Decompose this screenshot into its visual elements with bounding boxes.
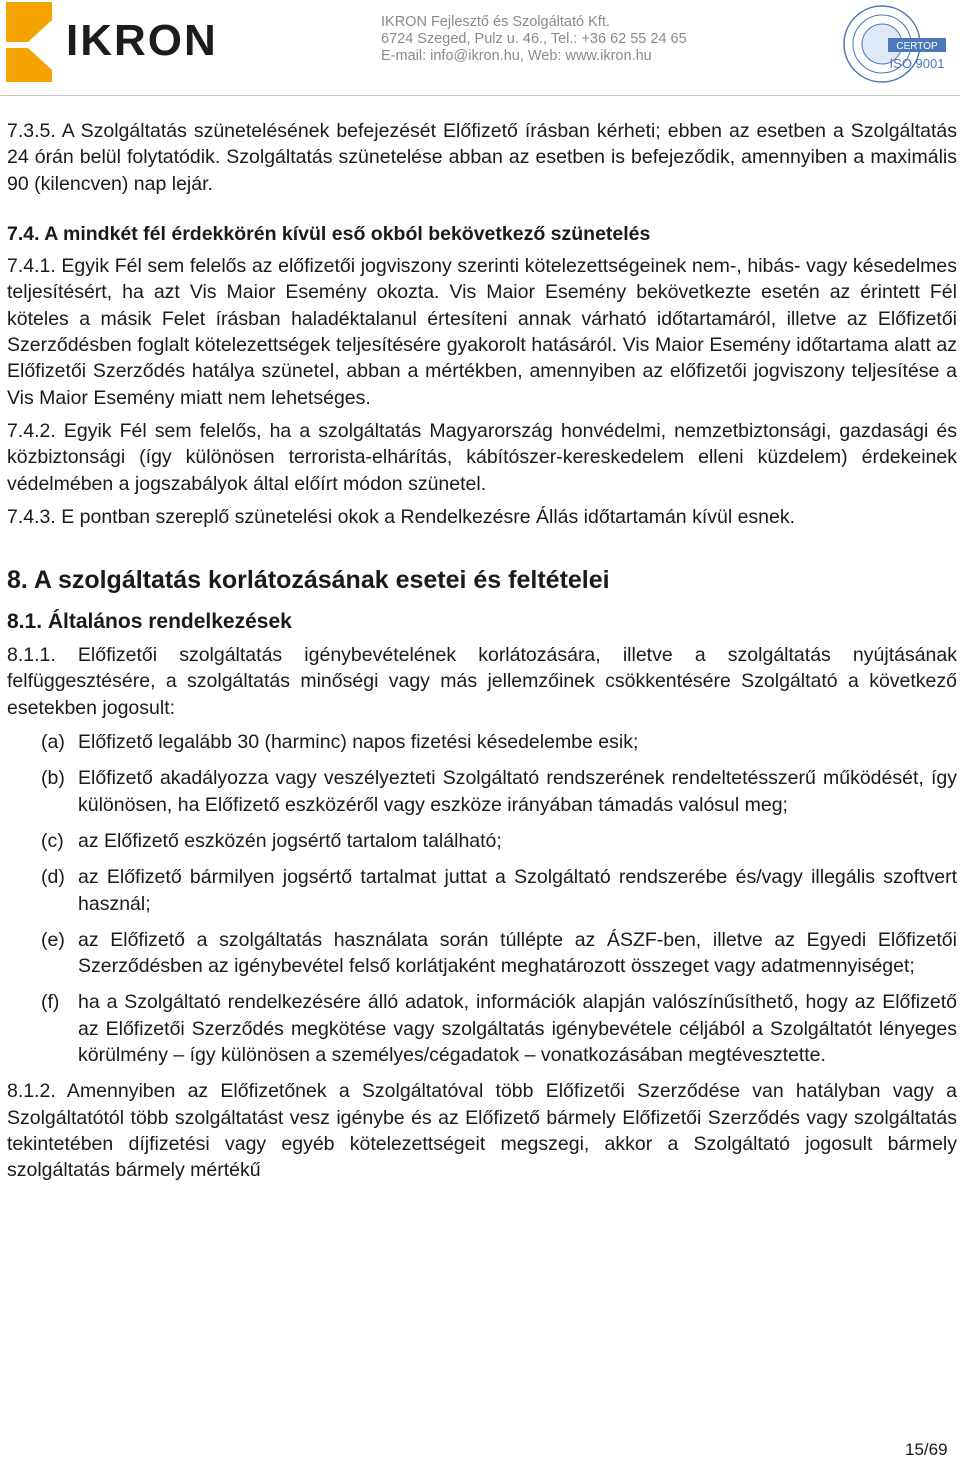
paragraph-7-3-5: 7.3.5. A Szolgáltatás szünetelésének befejezését Előfizető írásban kérheti; ebben az esetben a Szolgáltatás 24 órán belül folytatódik. Szolgáltatás szünetelése abban az esetben is befejeződik, amennyiben a maximális 90 (kilencven) nap lejár. xyxy=(7,120,957,195)
iso-certificate-seal-icon xyxy=(838,2,950,88)
paragraph-7-4-2: 7.4.2. Egyik Fél sem felelős, ha a szolgáltatás Magyarország honvédelmi, nemzetbiztonsági, gazdasági és közbiztonsági (így különösen terrorista-elhárítás, kábítószer-kereskedelem elleni küzdelem) érdekeinek védelmében a jogszabályok által előírt módon szünetel. xyxy=(7,419,957,495)
list-item-label: (a) xyxy=(41,731,65,754)
page-number: 15/69 xyxy=(905,1440,948,1459)
list-item xyxy=(7,828,957,854)
cert-name: CERTOP xyxy=(896,41,938,52)
paragraph-8-1-2: 8.1.2. Amennyiben az Előfizetőnek a Szolgáltatóval több Előfizetői Szerződése van hatályban vagy a Szolgáltatótól több szolgáltatást vesz igénybe és az Előfizető bármely Előfizetői Szerződés vagy szolgáltatás tekintetében díjfizetési vagy egyéb kötelezettségeit megszegi, akkor a Szolgáltató jogosult bármely szolgáltatás bármely mértékű xyxy=(7,1080,957,1182)
list-item-label: (c) xyxy=(41,829,64,852)
company-email-web: E-mail: info@ikron.hu, Web: www.ikron.hu xyxy=(381,48,652,64)
list-item-text: ha a Szolgáltató rendelkezésére álló adatok, információk alapján valószínűsíthető, hogy az Előfizető az Előfizetői Szerződés megkötése vagy szolgáltatás igénybevétele céljából a Szolgáltatót lényeges körülmény – így különösen a személyes/cégadatok – vonatkozásában megtévesztette. xyxy=(78,991,957,1067)
heading-8-1: 8.1. Általános rendelkezések xyxy=(7,610,292,634)
list-item xyxy=(7,864,957,917)
list-item-label: (d) xyxy=(41,866,65,889)
heading-8: 8. A szolgáltatás korlátozásának esetei és feltételei xyxy=(7,566,610,595)
cert-iso: ISO 9001 xyxy=(889,56,945,71)
restriction-cases-list xyxy=(7,729,957,1068)
company-name: IKRON Fejlesztő és Szolgáltató Kft. xyxy=(381,14,610,30)
list-item xyxy=(7,765,957,818)
list-item-label: (b) xyxy=(41,767,65,790)
heading-7-4: 7.4. A mindkét fél érdekkörén kívül eső okból bekövetkező szünetelés xyxy=(7,222,651,245)
list-item-text: az Előfizető eszközén jogsértő tartalom található; xyxy=(78,829,502,852)
list-item-text: az Előfizető bármilyen jogsértő tartalmat juttat a Szolgáltató rendszerébe és/vagy illegális szoftvert használ; xyxy=(78,866,957,915)
logo-mark-bottom xyxy=(6,48,52,82)
list-item xyxy=(7,927,957,980)
list-item-text: Előfizető akadályozza vagy veszélyezteti Szolgáltató rendszerének rendeltetésszerű működését, így különösen, ha Előfizető eszközéről vagy eszköze irányában támadás valósul meg; xyxy=(78,767,957,816)
paragraph-8-1-1: 8.1.1. Előfizetői szolgáltatás igénybevételének korlátozására, illetve a szolgáltatás nyújtásának felfüggesztésére, a szolgáltatás minőségi vagy más jellemzőinek csökkentésére Szolgáltató a következő esetekben jogosult: xyxy=(7,644,957,719)
list-item-text: az Előfizető a szolgáltatás használata során túllépte az ÁSZF-ben, illetve az Egyedi Előfizetői Szerződésben az igénybevétel felső korlátjaként meghatározott összeget vagy adatmennyiséget; xyxy=(78,928,957,978)
list-item xyxy=(7,989,957,1068)
list-item-text: Előfizető legalább 30 (harminc) napos fizetési késedelembe esik; xyxy=(78,731,639,754)
company-address: 6724 Szeged, Pulz u. 46., Tel.: +36 62 55 24 65 xyxy=(381,31,687,47)
logo-mark-top xyxy=(6,2,52,42)
logo-wordmark: IKRON xyxy=(66,16,218,65)
company-contact xyxy=(381,14,687,65)
paragraph-7-4-1: 7.4.1. Egyik Fél sem felelős az előfizetői jogviszony szerinti kötelezettségeinek nem-, hibás- vagy késedelmes teljesítésért, ha azt Vis Maior Esemény okozta. Vis Maior Esemény bekövetkezte esetén az érintett Fél köteles a másik Felet írásban haladéktalanul értesíteni annak várható időtartamáról, illetve az Előfizetői Szerződésben foglalt kötelezettségek teljesítésére gyakorolt hatásáról. Vis Maior Esemény időtartama alatt az Előfizetői Szerződés hatálya szünetel, abban a mértékben, amennyiben az előfizetői jogviszony teljesítése a Vis Maior Esemény miatt nem lehetséges. xyxy=(7,255,957,409)
list-item-label: (f) xyxy=(41,991,60,1014)
document-body xyxy=(7,118,957,1184)
list-item xyxy=(7,729,957,755)
header-divider xyxy=(0,95,960,96)
paragraph-7-4-3: 7.4.3. E pontban szereplő szünetelési okok a Rendelkezésre Állás időtartamán kívül esnek. xyxy=(7,505,796,528)
page-header xyxy=(0,0,960,96)
list-item-label: (e) xyxy=(41,928,65,951)
